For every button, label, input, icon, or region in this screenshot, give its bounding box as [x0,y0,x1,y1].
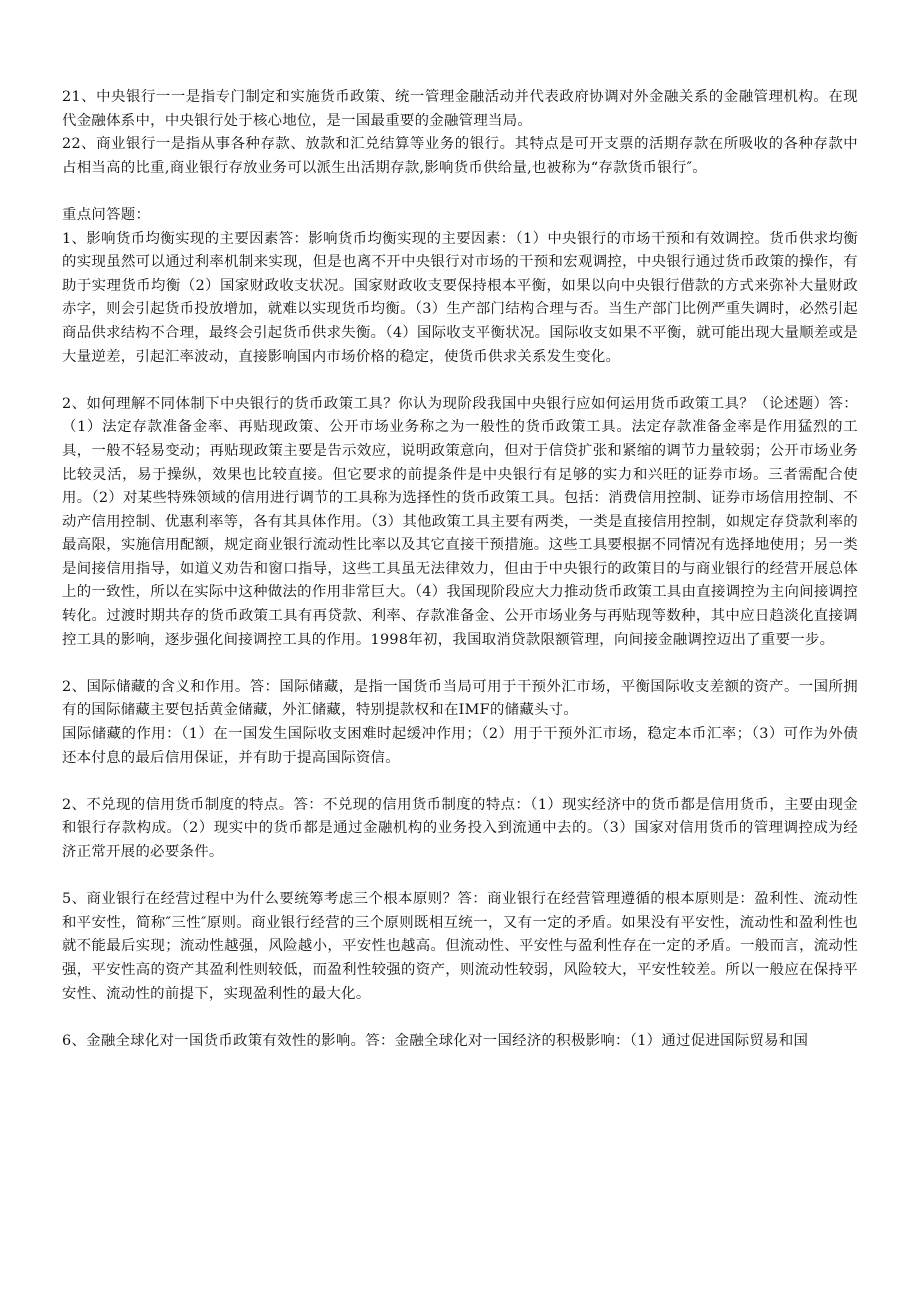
spacer [62,1006,858,1030]
definition-central-bank: 21、中央银行一一是指专门制定和实施货币政策、统一管理金融活动并代表政府协调对外金融关系的金融管理机构。在现代金融体系中，中央银行处于核心地位，是一国最重要的金融管理当局。 [62,89,858,129]
answer-international-reserves: 2、国际储藏的含义和作用。答：国际储藏，是指一国货币当局可用于干预外汇市场，平衡国际收支差额的资产。一国所拥有的国际储藏主要包括黄金储藏，外汇储藏，特别提款权和在IMF的储藏头寸。 [62,678,858,719]
definition-commercial-bank: 22、商业银行一是指从事各种存款、放款和汇兑结算等业务的银行。其特点是可开支票的活期存款在所吸收的各种存款中占相当高的比重,商业银行存放业务可以派生出活期存款,影响货币供给量,也被称为“存款货币银行″。 [62,136,858,176]
spacer [62,652,858,676]
document-page [62,86,858,1053]
spacer [62,180,858,204]
answer-international-reserves-role: 国际储藏的作用：（1）在一国发生国际收支困难时起缓冲作用；（2）用于干预外汇市场，稳定本币汇率；（3）可作为外债还本付息的最后信用保证，并有助于提高国际资信。 [62,726,858,766]
answer-2-policy-tools: 2、如何理解不同体制下中央银行的货币政策工具？你认为现阶段我国中央银行应如何运用货币政策工具？（论述题）答：（1）法定存款准备金率、再贴现政策、公开市场业务称之为一般性的货币政策工具。法定存款准备金率是作用猛烈的工具，一般不轻易变动；再贴现政策主要是告示效应，说明政策意向，但对于信贷扩张和紧缩的调节力量较弱；公开市场业务比较灵活，易于操纵，效果也比较直接。但它要求的前提条件是中央银行有足够的实力和兴旺的证券市场。三者需配合使用。（2）对某些特殊领域的信用进行调节的工具称为选择性的货币政策工具。包括：消费信用控制、证券市场信用控制、不动产信用控制、优惠利率等，各有其具体作用。（3）其他政策工具主要有两类，一类是直接信用控制，如规定存贷款利率的最高限，实施信用配额，规定商业银行流动性比率以及其它直接干预措施。这些工具要根据不同情况有选择地使用；另一类是间接信用指导，如道义劝告和窗口指导，这些工具虽无法律效力，但由于中央银行的政策目的与商业银行的经营开展总体上的一致性，所以在实际中这种做法的作用非常巨大。（4）我国现阶段应大力推动货币政策工具由直接调控为主向间接调控转化。过渡时期共存的货币政策工具有再贷款、利率、存款准备金、公开市场业务与再贴现等数种，其中应日趋淡化直接调控工具的影响，逐步强化间接调控工具的作用。1998年初，我国取消贷款限额管理，向间接金融调控迈出了重要一步。 [62,395,858,648]
section-title: 重点问答题： [62,206,151,223]
spacer [62,770,858,794]
spacer [62,369,858,393]
spacer [62,865,858,889]
answer-fiat-money-features: 2、不兑现的信用货币制度的特点。答：不兑现的信用货币制度的特点：（1）现实经济中的货币都是信用货币，主要由现金和银行存款构成。（2）现实中的货币都是通过金融机构的业务投入到流通中去的。（3）国家对信用货币的管理调控成为经济正常开展的必要条件。 [62,796,858,860]
answer-6-financial-globalization: 6、金融全球化对一国货币政策有效性的影响。答：金融全球化对一国经济的积极影响：（1）通过促进国际贸易和国 [62,1032,809,1049]
answer-5-commercial-bank-principles: 5、商业银行在经营过程中为什么要统筹考虑三个根本原则？答：商业银行在经营管理遵循的根本原则是：盈利性、流动性和平安性，简称″三性″原则。商业银行经营的三个原则既相互统一，又有一定的矛盾。如果没有平安性，流动性和盈利性也就不能最后实现；流动性越强，风险越小，平安性也越高。但流动性、平安性与盈利性存在一定的矛盾。一般而言，流动性强，平安性高的资产其盈利性则较低，而盈利性较强的资产，则流动性较弱，风险较大，平安性较差。所以一般应在保持平安性、流动性的前提下，实现盈利性的最大化。 [62,891,858,1002]
answer-1-monetary-equilibrium: 1、影响货币均衡实现的主要因素答：影响货币均衡实现的主要因素：（1）中央银行的市场干预和有效调控。货币供求均衡的实现虽然可以通过利率机制来实现，但是也离不开中央银行对市场的干预和宏观调控，中央银行通过货币政策的操作，有助于实理货币均衡（2）国家财政收支状况。国家财政收支要保持根本平衡，如果以向中央银行借款的方式来弥补大量财政赤字，则会引起货币投放增加，就难以实现货币均衡。（3）生产部门结构合理与否。当生产部门比例严重失调时，必然引起商品供求结构不合理，最终会引起货币供求失衡。（4）国际收支平衡状况。国际收支如果不平衡，就可能出现大量顺差或是大量逆差，引起汇率波动，直接影响国内市场价格的稳定，使货币供求关系发生变化。 [62,230,858,365]
